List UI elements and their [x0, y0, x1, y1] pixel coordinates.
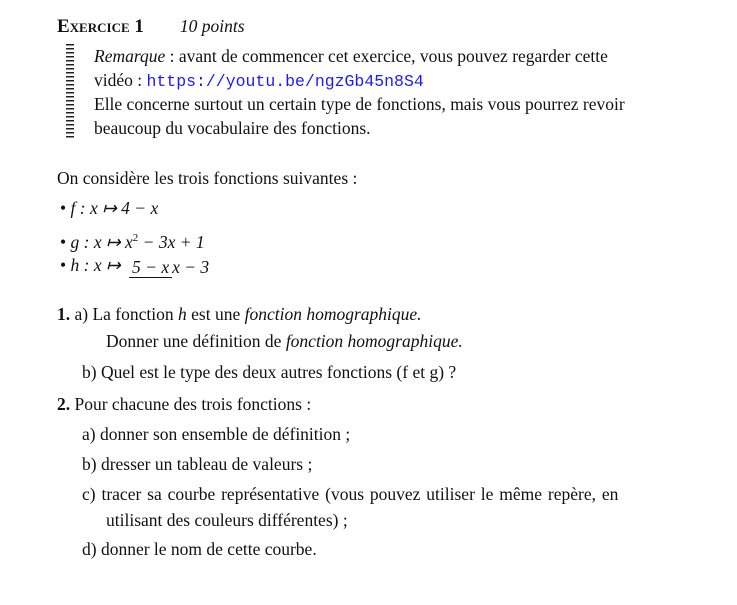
g-def-rest: − 3x + 1	[138, 231, 205, 252]
q2-number: 2.	[57, 394, 71, 414]
q1a-h: h	[178, 304, 187, 324]
function-g: • g : x ↦ $x^2 - 3x + 1$	[60, 231, 205, 252]
remark-label: Remarque	[94, 46, 166, 66]
f-def: f : x ↦ 4 − x	[70, 198, 159, 218]
remark-text: vidéo :	[94, 70, 147, 90]
g-exp: 2	[132, 232, 139, 244]
h-numerator: 5 − x	[129, 257, 172, 278]
q1a2-text: Donner une définition de	[106, 331, 286, 351]
remark-line	[94, 46, 608, 66]
exercise-header	[57, 16, 245, 37]
q1a2-term: fonction homographique.	[285, 331, 463, 351]
q1a-text2: est une	[186, 304, 245, 324]
question-2c-line2: utilisant des couleurs différentes) ;	[106, 510, 348, 530]
remark-wavy-bar	[66, 44, 74, 140]
question-1b: b) Quel est le type des deux autres fonctions (f et g) ?	[82, 362, 457, 382]
h-fraction	[129, 258, 209, 276]
function-f: • f : x ↦ 4 − x	[60, 198, 159, 218]
remark-text: : avant de commencer cet exercice, vous pouvez regarder cette	[165, 46, 608, 66]
remark-line: beaucoup du vocabulaire des fonctions.	[94, 118, 371, 138]
question-2b: b) dresser un tableau de valeurs ;	[82, 454, 313, 474]
exercise-title: Exercice 1	[57, 16, 144, 37]
video-link[interactable]: https://youtu.be/ngzGb45n8S4	[146, 72, 424, 91]
q1a-text: a) La fonction	[74, 304, 178, 324]
remark-line: Elle concerne surtout un certain type de fonctions, mais vous pourrez revoir	[94, 94, 625, 114]
h-denominator: x − 3	[172, 256, 210, 277]
question-1a-line2	[106, 331, 463, 351]
intro: On considère les trois fonctions suivantes :	[57, 168, 358, 188]
h-def: h : x ↦	[70, 255, 126, 275]
question-1a	[57, 304, 422, 324]
q2-intro: Pour chacune des trois fonctions :	[74, 394, 312, 414]
question-2c: c) tracer sa courbe représentative (vous pouvez utiliser le même repère, en	[82, 484, 619, 504]
function-h: • h : x ↦ 5 − x x − 3	[60, 255, 210, 277]
q1a-term: fonction homographique.	[244, 304, 422, 324]
g-def: g : x ↦ x	[70, 231, 133, 252]
question-2d: d) donner le nom de cette courbe.	[82, 539, 317, 559]
remark-line	[94, 70, 424, 92]
question-2	[57, 394, 311, 414]
points: 10 points	[179, 16, 245, 36]
question-2a: a) donner son ensemble de définition ;	[82, 424, 351, 444]
q1-number: 1.	[57, 304, 71, 324]
